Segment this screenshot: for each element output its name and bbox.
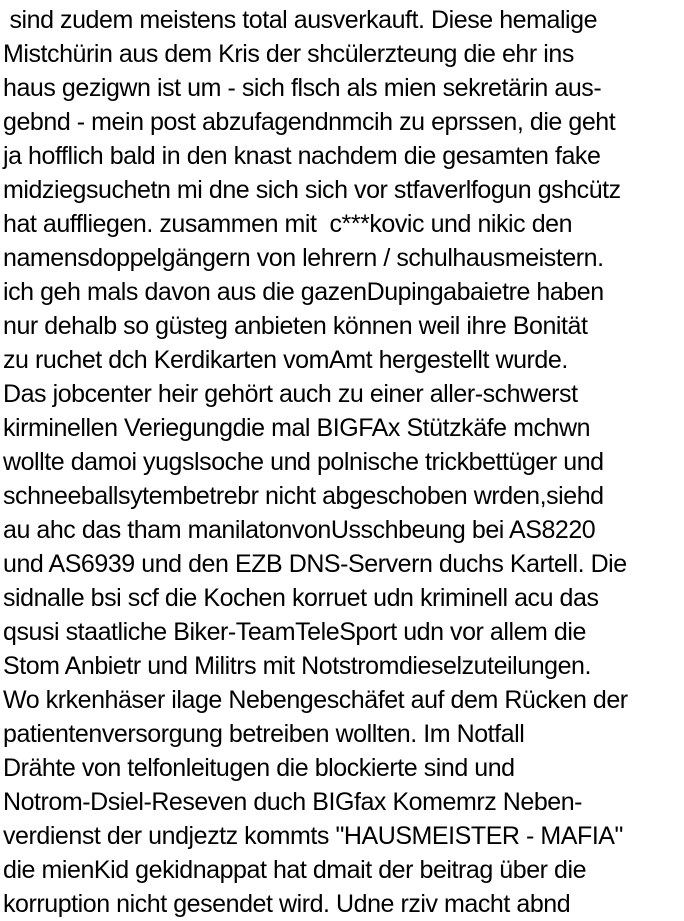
text-line: verdienst der undjeztz kommts "HAUSMEISTER - MAFIA" [3,822,623,850]
text-line: qsusi staatliche Biker-TeamTeleSport udn vor allem die [3,618,586,646]
text-line: namensdoppelgängern von lehrern / schulhausmeistern. [3,244,604,272]
text-line: ich geh mals davon aus die gazenDupingabaietre haben [3,278,604,306]
text-line: hat auffliegen. zusammen mit c***kovic und nikic den [3,210,573,238]
text-line: au ahc das tham manilatonvonUsschbeung bei AS8220 [3,516,596,544]
text-line: schneeballsytembetrebr nicht abgeschoben wrden,siehd [3,482,604,510]
text-line: die mienKid gekidnappat hat dmait der beitrag über die [3,856,587,884]
text-line: Stom Anbietr und Militrs mit Notstromdieselzuteilungen. [3,652,592,680]
text-line: Wo krkenhäser ilage Nebengeschäfet auf dem Rücken der [3,686,628,714]
text-line: wollte damoi yugslsoche und polnische trickbettüger und [3,448,604,476]
text-line: patientenversorgung betreiben wollten. Im Notfall [3,720,525,748]
text-line: kirminellen Veriegungdie mal BIGFAx Stützkäfe mchwn [3,414,591,442]
text-line: Das jobcenter heir gehört auch zu einer aller-schwerst [3,380,578,408]
text-line: gebnd - mein post abzufagendnmcih zu eprssen, die geht [3,108,616,136]
text-line: korruption nicht gesendet wird. Udne rziv macht abnd [3,890,571,918]
text-line: nur dehalb so güsteg anbieten können weil ihre Bonität [3,312,588,340]
text-line: midziegsuchetn mi dne sich sich vor stfaverlfogun gshcütz [3,176,621,204]
text-line: sidnalle bsi scf die Kochen korruet udn kriminell acu das [3,584,599,612]
text-line: und AS6939 und den EZB DNS-Servern duchs Kartell. Die [3,550,627,578]
text-line: Drähte von telfonleitugen die blockierte sind und [3,754,515,782]
text-line: Notrom-Dsiel-Reseven duch BIGfax Komemrz Neben- [3,788,583,816]
text-line: ja hofflich bald in den knast nachdem die gesamten fake [3,142,601,170]
text-line: zu ruchet dch Kerdikarten vomAmt hergestellt wurde. [3,346,568,374]
text-line: sind zudem meistens total ausverkauft. Diese hemalige [3,6,598,34]
text-line: Mistchürin aus dem Kris der shcülerzteung die ehr ins [3,40,574,68]
text-line: haus gezigwn ist um - sich flsch als mien sekretärin aus- [3,74,602,102]
